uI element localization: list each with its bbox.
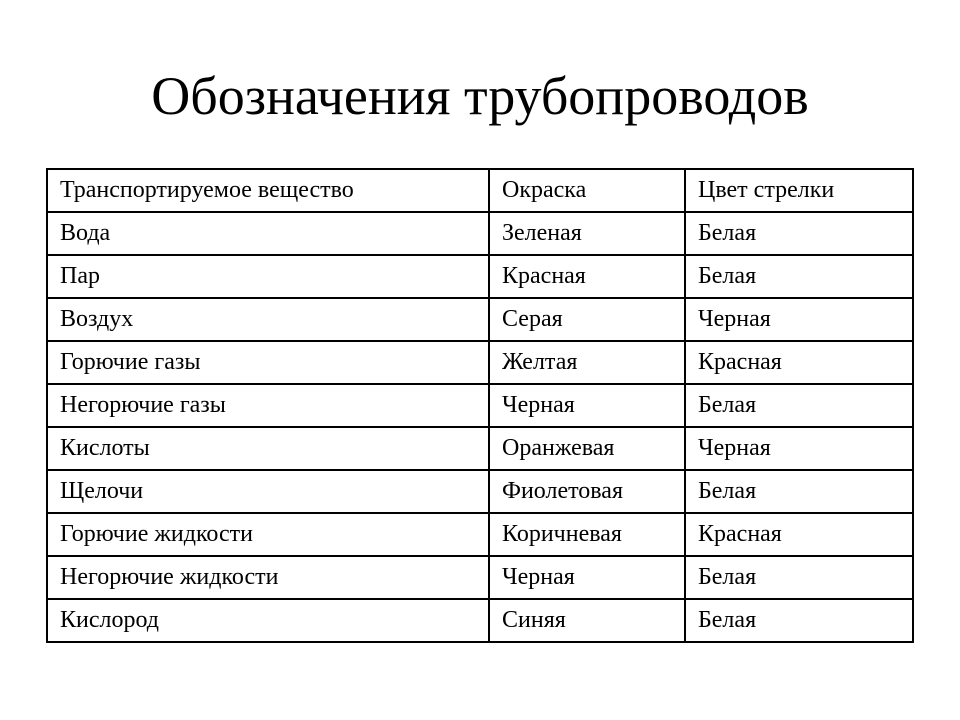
table-row [47, 255, 913, 298]
page-title: Обозначения трубопроводов [151, 66, 809, 126]
cell-paint-color: Серая [489, 298, 685, 341]
table-row [47, 298, 913, 341]
cell-arrow-color: Белая [685, 470, 913, 513]
cell-paint-color: Красная [489, 255, 685, 298]
cell-substance: Кислоты [47, 427, 489, 470]
cell-arrow-color: Белая [685, 384, 913, 427]
table-row [47, 384, 913, 427]
table-row [47, 470, 913, 513]
table-header-row [47, 169, 913, 212]
cell-paint-color: Черная [489, 384, 685, 427]
cell-substance: Негорючие жидкости [47, 556, 489, 599]
table-row [47, 513, 913, 556]
cell-paint-color: Зеленая [489, 212, 685, 255]
cell-paint-color: Коричневая [489, 513, 685, 556]
cell-arrow-color: Белая [685, 599, 913, 642]
table-row [47, 556, 913, 599]
table-row [47, 427, 913, 470]
cell-substance: Щелочи [47, 470, 489, 513]
cell-substance: Горючие жидкости [47, 513, 489, 556]
header-paint-color: Окраска [489, 169, 685, 212]
table-row [47, 341, 913, 384]
header-substance: Транспортируемое вещество [47, 169, 489, 212]
table-row [47, 212, 913, 255]
cell-arrow-color: Белая [685, 212, 913, 255]
cell-paint-color: Желтая [489, 341, 685, 384]
cell-paint-color: Фиолетовая [489, 470, 685, 513]
cell-arrow-color: Красная [685, 341, 913, 384]
cell-paint-color: Черная [489, 556, 685, 599]
cell-paint-color: Оранжевая [489, 427, 685, 470]
cell-substance: Вода [47, 212, 489, 255]
cell-arrow-color: Красная [685, 513, 913, 556]
cell-substance: Горючие газы [47, 341, 489, 384]
table-row [47, 599, 913, 642]
cell-arrow-color: Белая [685, 255, 913, 298]
cell-arrow-color: Белая [685, 556, 913, 599]
cell-arrow-color: Черная [685, 298, 913, 341]
cell-substance: Воздух [47, 298, 489, 341]
cell-arrow-color: Черная [685, 427, 913, 470]
cell-substance: Негорючие газы [47, 384, 489, 427]
header-arrow-color: Цвет стрелки [685, 169, 913, 212]
cell-paint-color: Синяя [489, 599, 685, 642]
cell-substance: Пар [47, 255, 489, 298]
cell-substance: Кислород [47, 599, 489, 642]
pipe-designation-table [46, 168, 914, 643]
